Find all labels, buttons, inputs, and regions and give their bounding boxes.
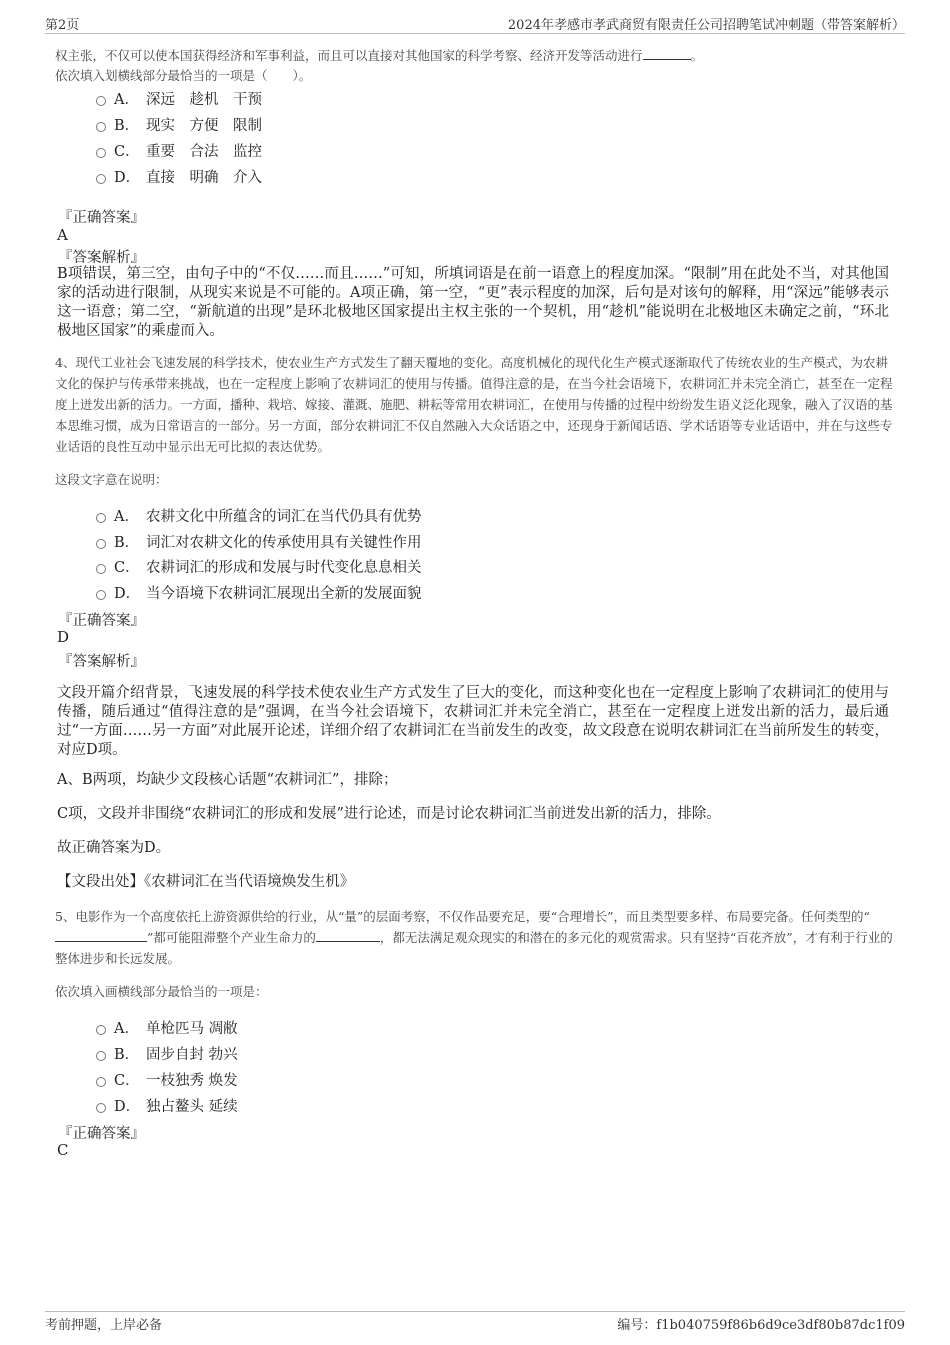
q4-stem: 4、现代工业社会飞速发展的科学技术，使农业生产方式发生了翻天覆地的变化。高度机械化的现代化生产模式逐渐取代了传统农业的生产模式，为农耕文化的保护与传承带来挑战，也在一定程度上影响了农耕词汇的使用与传播。值得注意的是，在当今社会语境下，农耕词汇并未完全消亡，甚至在一定程度上迸发出新的活力。一方面，播种、栽培、嫁接、灌溉、施肥、耕耘等常用农耕词汇，在使用与传播的过程中纷纷发生语义泛化现象，融入了汉语的基本思维习惯，成为日常语言的一部分。另一方面，部分农耕词汇不仅自然融入大众话语之中，还现身于新闻话语、学术话语等专业话语中，并在与这些专业话语的良性互动中显示出无可比拟的表达优势。	[55, 355, 893, 454]
radio-icon[interactable]	[96, 1077, 106, 1087]
q4-analysis-paragraph-2: A、B两项，均缺少文段核心话题“农耕词汇”，排除；	[57, 772, 398, 788]
radio-icon[interactable]	[96, 1103, 106, 1113]
page-footer	[45, 1314, 905, 1332]
q4-analysis-paragraph-1: 文段开篇介绍背景，飞速发展的科学技术使农业生产方式发生了巨大的变化，而这种变化也在一定程度上影响了农耕词汇的使用与传播，随后通过“值得注意的是”强调，在当今社会语境下，农耕词汇并未完全消亡，甚至在一定程度上迸发出新的活力，最后通过“一方面……另一方面”对此展开论述，详细介绍了农耕词汇在当前发生的改变，故文段意在说明农耕词汇在当前所发生的转变，对应D项。	[57, 685, 889, 758]
radio-icon[interactable]	[96, 539, 106, 549]
q4-analysis-conclusion: 故正确答案为D。	[57, 840, 171, 856]
q3-blank	[643, 47, 691, 60]
radio-icon[interactable]	[96, 513, 106, 523]
q5-answer: C	[57, 1141, 69, 1159]
page-header	[45, 14, 905, 32]
radio-icon[interactable]	[96, 1051, 106, 1061]
page-number: 第2页	[45, 18, 80, 33]
q4-answer-label: 『正确答案』	[58, 613, 145, 629]
radio-icon[interactable]	[96, 148, 106, 158]
q3-stem: 权主张，不仅可以使本国获得经济和军事利益，而且可以直接对其他国家的科学考察、经济开发等活动进行 。	[55, 48, 704, 63]
q3-prompt: 依次填入划横线部分最恰当的一项是（ ）。	[55, 68, 312, 83]
footer-slogan: 考前押题，上岸必备	[45, 1318, 163, 1333]
q3-answer-label: 『正确答案』	[58, 210, 145, 226]
q3-analysis: B项错误，第三空，由句子中的“不仅……而且……”可知，所填词语是在前一语意上的程度加深。“限制”用在此处不当，对其他国家的活动进行限制，从现实来说是不可能的。A项正确，第一空，“更”表示程度的加深，后句是对该句的解释，用“深远”能够表示这一语意；第二空，“新航道的出现”是环北极地区国家提出主权主张的一个契机，用“趁机”能说明在北极地区未确定之前，“环北极地区国家”的乘虚而入。	[57, 266, 889, 339]
radio-icon[interactable]	[96, 1025, 106, 1035]
q3-answer: A	[57, 226, 68, 244]
q5-blank-1	[55, 929, 147, 942]
q4-analysis-label: 『答案解析』	[58, 654, 145, 670]
header-divider	[45, 33, 905, 34]
q4-prompt: 这段文字意在说明：	[55, 472, 168, 487]
q3-analysis-label: 『答案解析』	[58, 250, 145, 266]
q4-source: 【文段出处】《农耕词汇在当代语境焕发生机》	[57, 874, 355, 890]
radio-icon[interactable]	[96, 564, 106, 574]
q4-answer: D	[57, 628, 70, 646]
q4-analysis-paragraph-3: C项，文段并非围绕“农耕词汇的形成和发展”进行论述，而是讨论农耕词汇当前迸发出新的活力，排除。	[57, 806, 721, 822]
document-id: 编号：f1b040759f86b6d9ce3df80b87dc1f09	[617, 1318, 905, 1333]
document-title: 2024年孝感市孝武商贸有限责任公司招聘笔试冲刺题（带答案解析）	[507, 18, 905, 33]
q5-prompt: 依次填入画横线部分最恰当的一项是：	[55, 984, 268, 999]
footer-divider	[45, 1311, 905, 1312]
q5-stem: 5、电影作为一个高度依托上游资源供给的行业，从“量”的层面考察，不仅作品要充足，要“合理增长”，而且类型要多样、布局要完备。任何类型的“”都可能阻滞整个产业生命力的 ，都无法满足观众现实的和潜在的多元化的观赏需求。只有坚持“百花齐放”，才有利于行业的整体进步和长远发展。	[55, 909, 893, 966]
radio-icon[interactable]	[96, 174, 106, 184]
q5-blank-2	[316, 929, 380, 942]
radio-icon[interactable]	[96, 96, 106, 106]
q5-answer-label: 『正确答案』	[58, 1126, 145, 1142]
radio-icon[interactable]	[96, 590, 106, 600]
radio-icon[interactable]	[96, 122, 106, 132]
